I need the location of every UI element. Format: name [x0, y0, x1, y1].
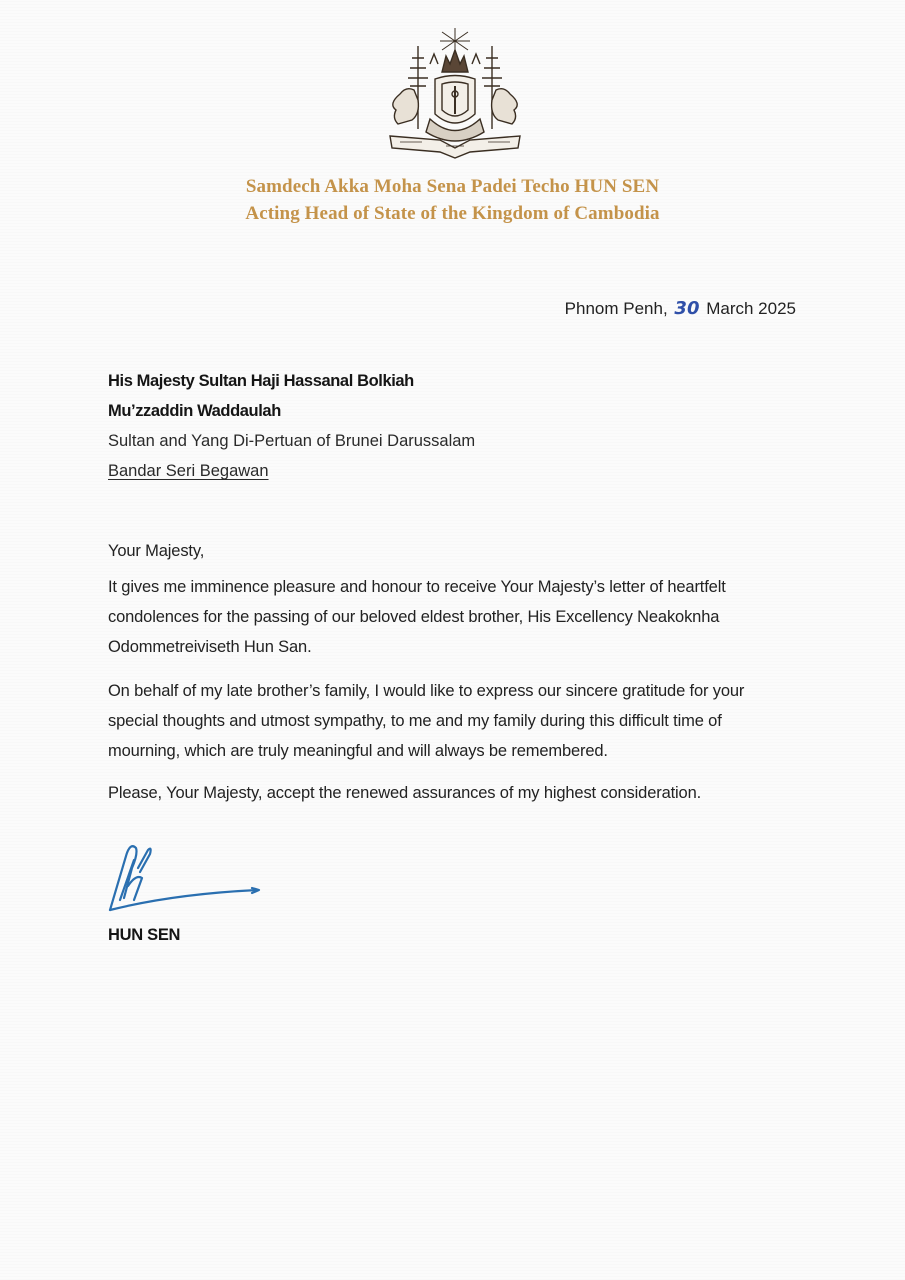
letterhead-name: Samdech Akka Moha Sena Padei Techo HUN SEN	[245, 176, 660, 197]
recipient-name: His Majesty Sultan Haji Hassanal Bolkiah	[108, 372, 414, 390]
dateline-month-year: March 2025	[706, 299, 796, 318]
recipient-city: Bandar Seri Begawan	[108, 462, 269, 480]
dateline-day-handwritten: 30	[674, 298, 700, 319]
letterhead-title: Acting Head of State of the Kingdom of Cambodia	[245, 203, 660, 224]
signatory-name: HUN SEN	[108, 926, 181, 944]
paragraph-gratitude: On behalf of my late brother’s family, I would like to express our sincere gratitude for your special thoughts and utmost sympathy, to me and my family during this difficult time of mourning, which are truly meaningful and will always be remembered.	[108, 682, 745, 760]
paragraph-condolences: It gives me imminence pleasure and honour to receive Your Majesty’s letter of heartfelt condolences for the passing of our beloved eldest brother, His Excellency Neakoknha Odommetreiviseth Hun San.	[108, 578, 726, 656]
paragraph-closing: Please, Your Majesty, accept the renewed assurances of my highest consideration.	[108, 784, 702, 802]
signature-icon	[104, 838, 264, 918]
recipient-title: Mu’zzaddin Waddaulah	[108, 402, 281, 420]
salutation: Your Majesty,	[108, 542, 205, 560]
dateline	[565, 298, 796, 319]
royal-crest-icon	[380, 24, 530, 164]
dateline-place: Phnom Penh,	[564, 299, 668, 318]
recipient-office: Sultan and Yang Di-Pertuan of Brunei Darussalam	[108, 432, 476, 450]
